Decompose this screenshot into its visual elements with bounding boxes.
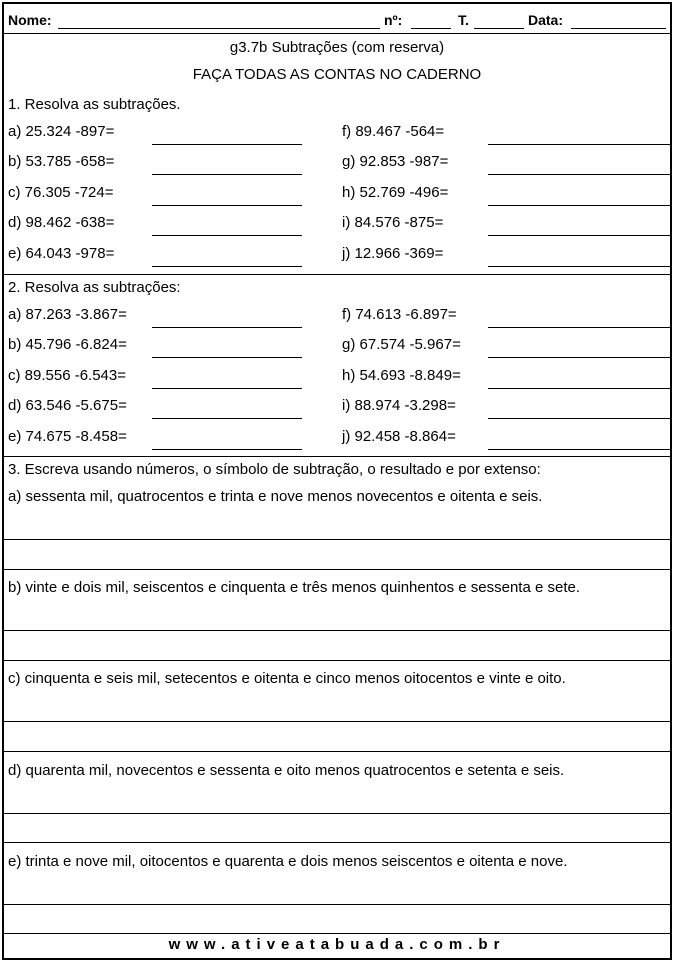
- student-header: [8, 10, 668, 32]
- section3-item-a: a) sessenta mil, quatrocentos e trinta e nove menos novecentos e oitenta e seis.: [8, 488, 543, 505]
- answer-line[interactable]: [4, 660, 670, 661]
- answer-line[interactable]: [152, 449, 302, 450]
- section-divider: [4, 274, 670, 275]
- answer-line[interactable]: [152, 388, 302, 389]
- footer-divider: [4, 933, 670, 934]
- section3-heading: 3. Escreva usando números, o símbolo de subtração, o resultado e por extenso:: [8, 461, 541, 478]
- section2-problem-g: g) 67.574 -5.967=: [342, 336, 461, 353]
- section2-problem-d: d) 63.546 -5.675=: [8, 397, 127, 414]
- name-label: Nome:: [8, 12, 52, 28]
- answer-line[interactable]: [488, 205, 672, 206]
- class-label: T.: [458, 12, 469, 28]
- class-field[interactable]: [474, 28, 524, 29]
- header-divider: [4, 33, 670, 34]
- section1-problem-i: i) 84.576 -875=: [342, 214, 444, 231]
- section2-heading: 2. Resolva as subtrações:: [8, 279, 181, 296]
- answer-line[interactable]: [152, 357, 302, 358]
- answer-line[interactable]: [152, 266, 302, 267]
- answer-line[interactable]: [488, 235, 672, 236]
- answer-line[interactable]: [152, 205, 302, 206]
- worksheet-instruction: FAÇA TODAS AS CONTAS NO CADERNO: [192, 66, 482, 83]
- answer-line[interactable]: [488, 327, 672, 328]
- answer-line[interactable]: [488, 449, 672, 450]
- section1-heading: 1. Resolva as subtrações.: [8, 96, 181, 113]
- answer-line[interactable]: [152, 174, 302, 175]
- section1-problem-h: h) 52.769 -496=: [342, 184, 449, 201]
- section1-problem-f: f) 89.467 -564=: [342, 123, 445, 140]
- answer-line[interactable]: [152, 235, 302, 236]
- section2-problem-c: c) 89.556 -6.543=: [8, 367, 127, 384]
- section2-problem-i: i) 88.974 -3.298=: [342, 397, 456, 414]
- number-label: nº:: [384, 12, 403, 28]
- answer-line[interactable]: [4, 751, 670, 752]
- section3-item-b: b) vinte e dois mil, seiscentos e cinquenta e três menos quinhentos e sessenta e sete.: [8, 579, 580, 596]
- answer-line[interactable]: [488, 174, 672, 175]
- worksheet-title: g3.7b Subtrações (com reserva): [229, 39, 445, 56]
- answer-line[interactable]: [152, 327, 302, 328]
- answer-line[interactable]: [152, 144, 302, 145]
- section3-item-c: c) cinquenta e seis mil, setecentos e oitenta e cinco menos oitocentos e vinte e oito.: [8, 670, 566, 687]
- worksheet-page: [2, 2, 672, 960]
- name-field[interactable]: [58, 28, 380, 29]
- section-divider: [4, 456, 670, 457]
- website-footer: www.ativeatabuada.com.br: [168, 936, 506, 953]
- answer-line[interactable]: [4, 904, 670, 905]
- answer-line[interactable]: [4, 813, 670, 814]
- answer-line[interactable]: [4, 539, 670, 540]
- answer-line[interactable]: [4, 842, 670, 843]
- date-label: Data:: [528, 12, 564, 28]
- section1-problem-a: a) 25.324 -897=: [8, 123, 115, 140]
- section1-problem-d: d) 98.462 -638=: [8, 214, 115, 231]
- section1-problem-j: j) 12.966 -369=: [342, 245, 444, 262]
- answer-line[interactable]: [4, 630, 670, 631]
- section2-problem-j: j) 92.458 -8.864=: [342, 428, 456, 445]
- section1-problem-c: c) 76.305 -724=: [8, 184, 114, 201]
- section1-problem-b: b) 53.785 -658=: [8, 153, 115, 170]
- section1-problem-g: g) 92.853 -987=: [342, 153, 449, 170]
- section3-item-e: e) trinta e nove mil, oitocentos e quarenta e dois menos seiscentos e oitenta e nove.: [8, 853, 568, 870]
- section2-problem-h: h) 54.693 -8.849=: [342, 367, 461, 384]
- section2-problem-f: f) 74.613 -6.897=: [342, 306, 457, 323]
- section2-problem-a: a) 87.263 -3.867=: [8, 306, 127, 323]
- section2-problem-e: e) 74.675 -8.458=: [8, 428, 127, 445]
- answer-line[interactable]: [488, 418, 672, 419]
- section1-problem-e: e) 64.043 -978=: [8, 245, 115, 262]
- number-field[interactable]: [411, 28, 451, 29]
- section2-problem-b: b) 45.796 -6.824=: [8, 336, 127, 353]
- answer-line[interactable]: [488, 357, 672, 358]
- section3-item-d: d) quarenta mil, novecentos e sessenta e oito menos quatrocentos e setenta e seis.: [8, 762, 565, 779]
- date-field[interactable]: [571, 28, 666, 29]
- answer-line[interactable]: [4, 721, 670, 722]
- answer-line[interactable]: [488, 144, 672, 145]
- answer-line[interactable]: [488, 266, 672, 267]
- answer-line[interactable]: [4, 569, 670, 570]
- answer-line[interactable]: [488, 388, 672, 389]
- answer-line[interactable]: [152, 418, 302, 419]
